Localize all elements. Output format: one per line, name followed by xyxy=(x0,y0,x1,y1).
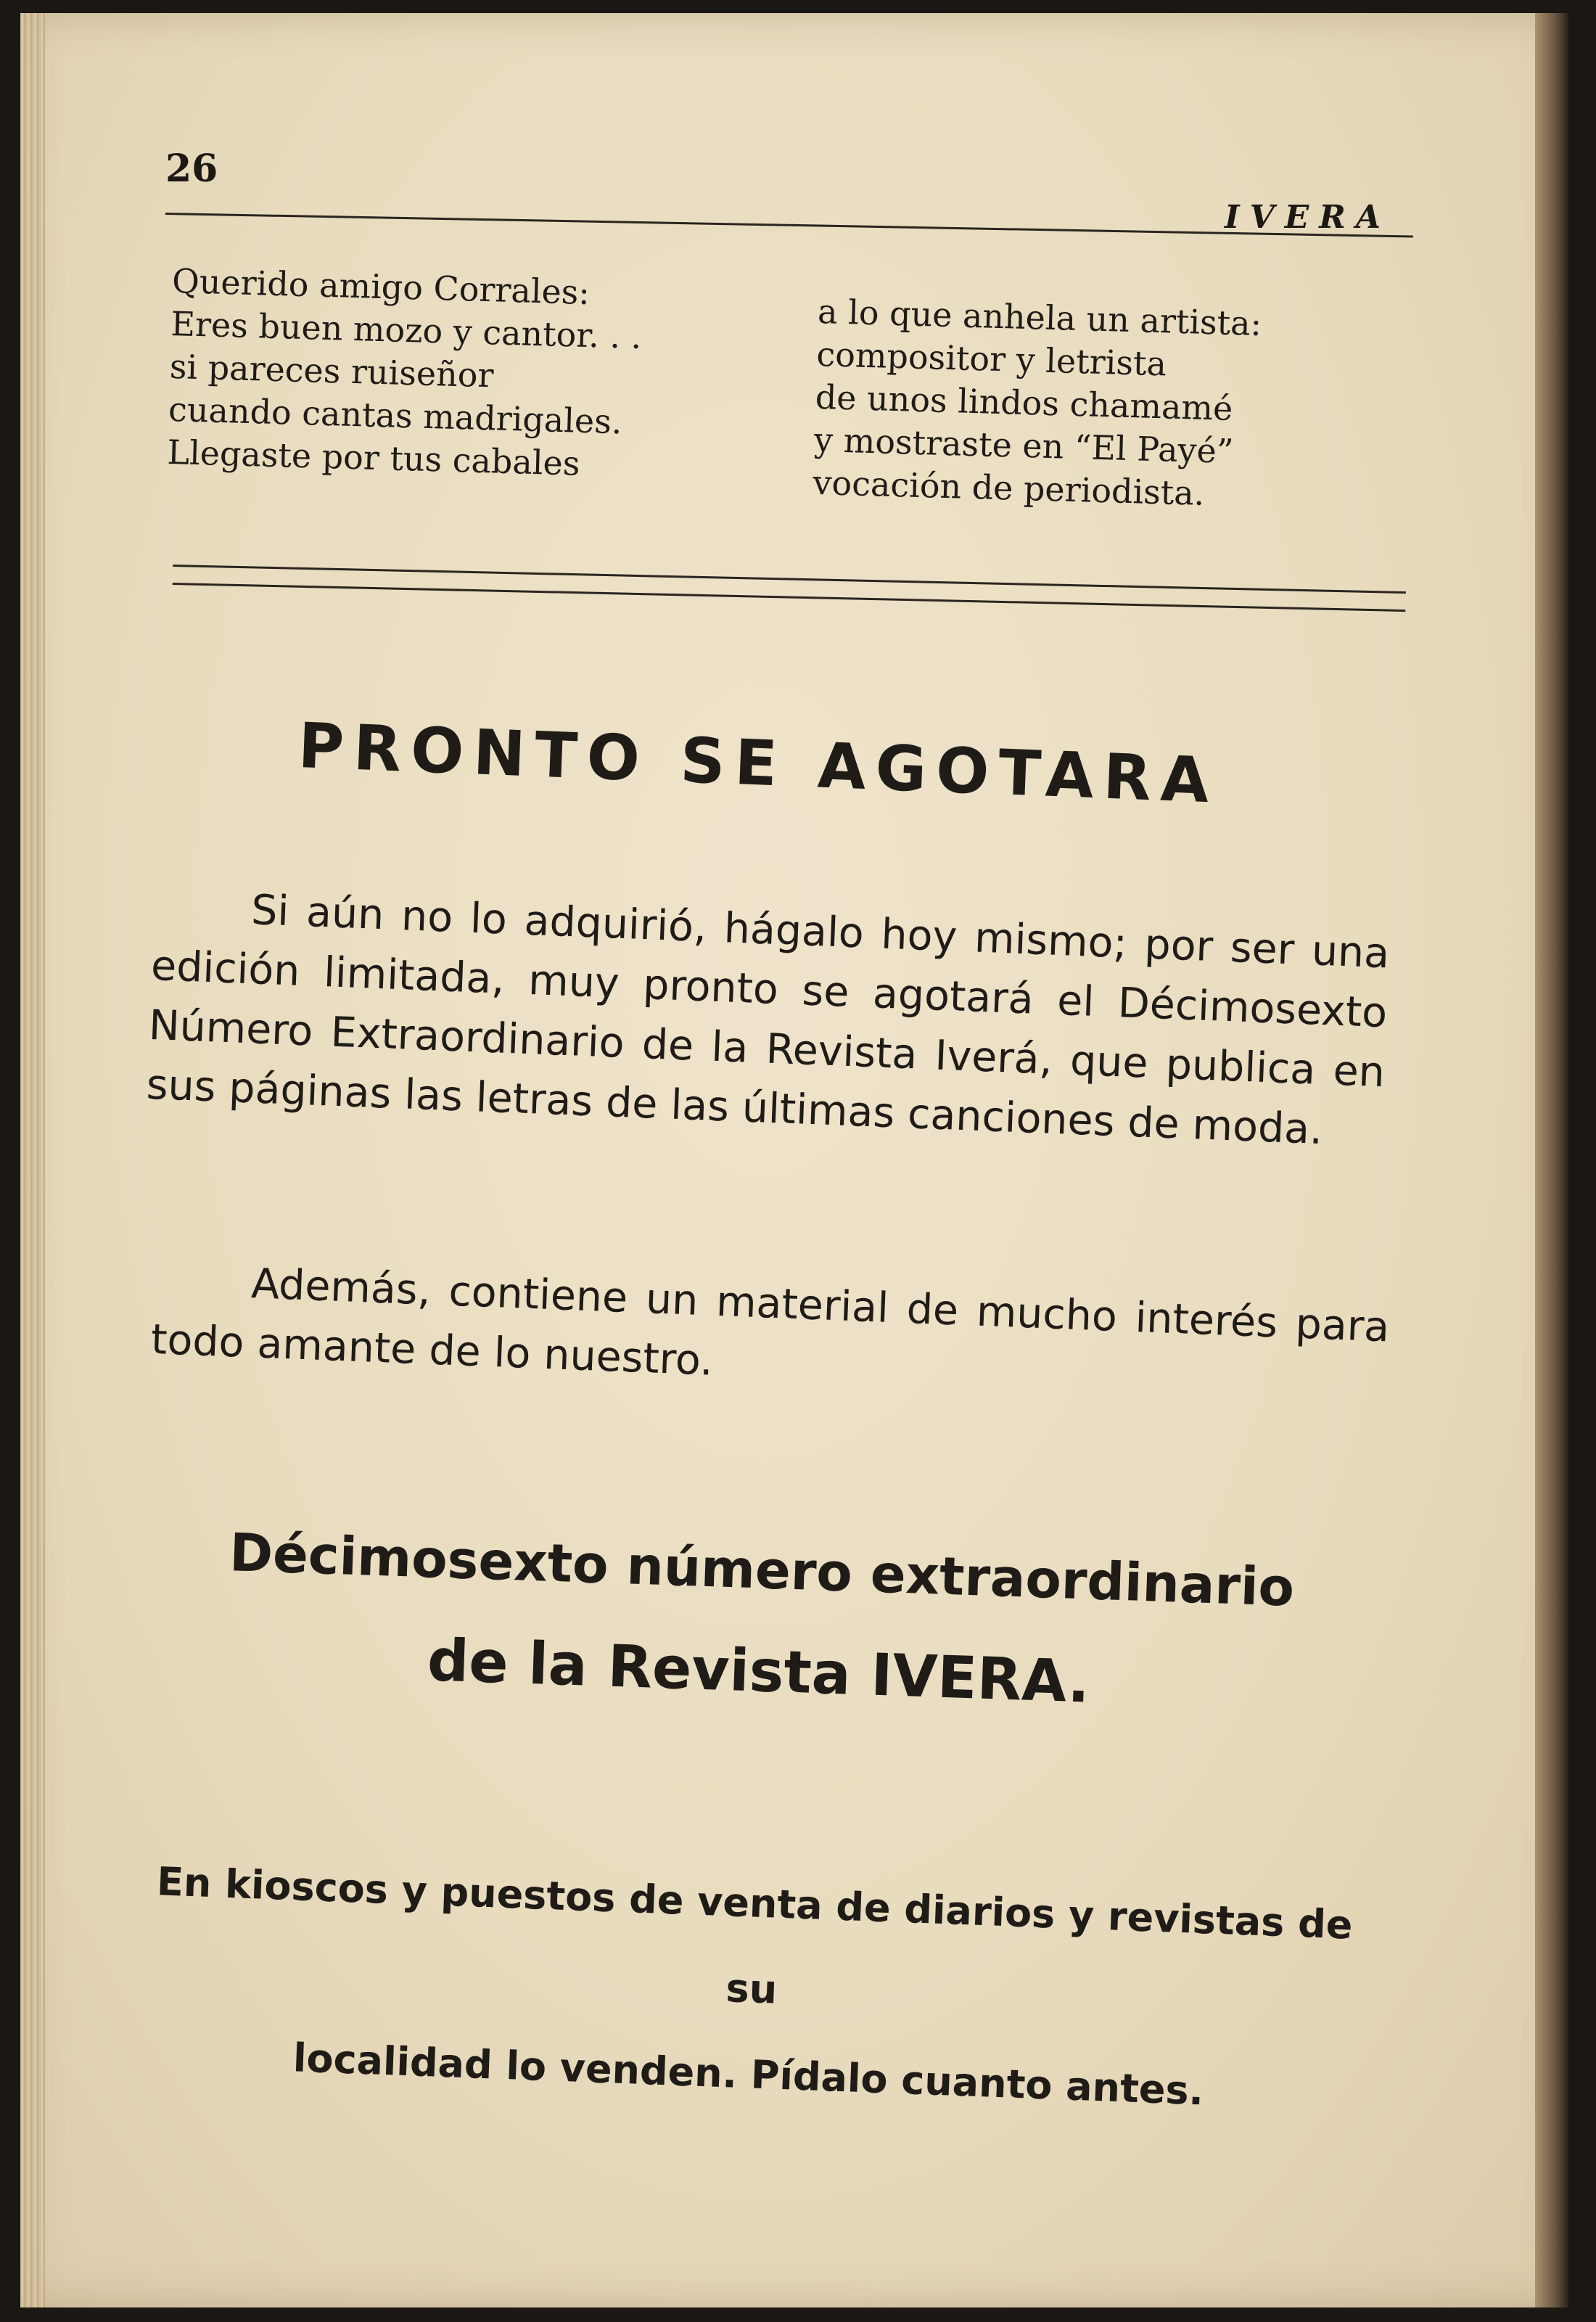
poem-line: de unos lindos chamamé xyxy=(815,377,1234,429)
poem-line: Llegaste por tus cabales xyxy=(166,432,581,483)
poem-line: a lo que anhela un artista: xyxy=(817,291,1262,344)
page-number: 26 xyxy=(165,147,218,191)
poem-line: cuando cantas madrigales. xyxy=(168,389,623,442)
poem-line: vocación de periodista. xyxy=(812,462,1206,513)
closing-note xyxy=(123,1838,1380,2141)
issue-title-line: de la Revista IVERA. xyxy=(426,1626,1091,1716)
section-divider xyxy=(173,565,1406,612)
magazine-page xyxy=(20,13,1568,2307)
ad-paragraph xyxy=(145,877,1390,1162)
poem-line: si pareces ruiseñor xyxy=(169,346,495,395)
running-head: IVERA xyxy=(1225,199,1391,236)
poem-stanza-right xyxy=(813,290,1262,517)
poem-line: Querido amigo Corrales: xyxy=(171,260,591,313)
ad-headline: PRONTO SE AGOTARA xyxy=(297,710,1220,818)
ad-paragraph-text: Si aún no lo adquirió, hágalo hoy mismo; por ser una edición limitada, muy pronto se agotará el Décimosexto Número Extraordinario de la Revista Iverá, que publica en sus páginas las letras de las últimas canciones de moda. xyxy=(145,886,1391,1154)
closing-line: En kioscos y puestos de venta de diarios y revistas de su xyxy=(155,1858,1354,2013)
ad-paragraph-text: Además, contiene un material de mucho interés para todo amante de lo nuestro. xyxy=(150,1260,1391,1385)
issue-title xyxy=(199,1501,1322,1741)
ad-paragraph xyxy=(150,1250,1391,1416)
page-edges xyxy=(20,13,45,2307)
poem-stanza-left xyxy=(167,260,643,487)
poem-line: compositor y letrista xyxy=(815,334,1167,384)
poem-line: y mostraste en “El Payé” xyxy=(813,419,1235,472)
issue-title-line: Décimosexto número extraordinario xyxy=(229,1522,1296,1618)
book-spine xyxy=(1535,13,1568,2307)
poem-line: Eres buen mozo y cantor. . . xyxy=(170,303,643,357)
closing-line: localidad lo venden. Pídalo cuanto antes. xyxy=(292,2035,1205,2114)
